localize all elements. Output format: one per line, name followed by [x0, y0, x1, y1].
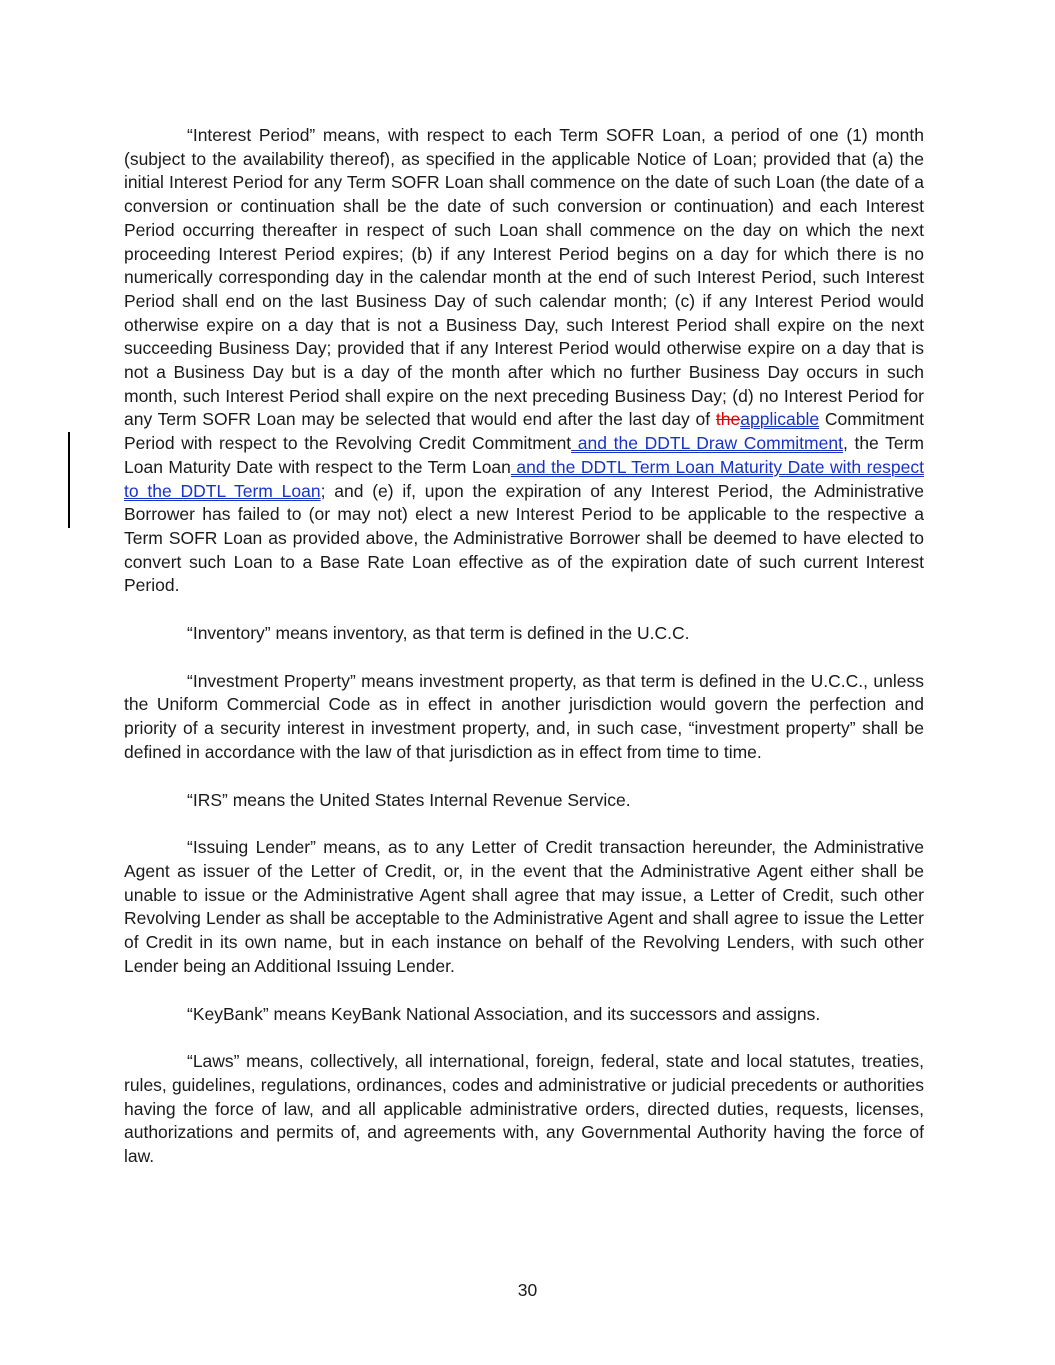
- definition-interest-period: [124, 124, 924, 598]
- revision-change-bar: [68, 432, 70, 528]
- definition-investment-property: “Investment Property” means investment property, as that term is defined in the U.C.C., unless the Uniform Commercial Code as in effect in another jurisdiction would govern the perfection and priority of a security interest in investment property, and, in such case, “investment property” shall be defined in accordance with the law of that jurisdiction as in effect from time to time.: [124, 670, 924, 762]
- document-page: [124, 124, 924, 1193]
- definition-keybank: “KeyBank” means KeyBank National Association, and its successors and assigns.: [187, 1003, 821, 1024]
- definition-inventory: “Inventory” means inventory, as that term is defined in the U.C.C.: [187, 623, 690, 644]
- inserted-text-applicable: applicable: [740, 409, 820, 430]
- definition-issuing-lender: “Issuing Lender” means, as to any Letter of Credit transaction hereunder, the Administrative Agent as issuer of the Letter of Credit, or, in the event that the Administrative Agent either shall be unable to issue or the Administrative Agent shall agree that may issue, a Letter of Credit, such other Revolving Lender as shall be acceptable to the Administrative Agent and shall agree to issue the Letter of Credit in its own name, but in each instance on behalf of the Revolving Lenders, with such other Lender being an Additional Issuing Lender.: [124, 837, 924, 976]
- interest-period-text-1: “Interest Period” means, with respect to each Term SOFR Loan, a period of one (1) month (subject to the availability thereof), as specified in the applicable Notice of Loan; provided that (a) the initial Interest Period for any Term SOFR Loan shall commence on the date of such Loan (the date of a conversion or continuation shall be the date of such conversion or continuation) and each Interest Period occurring thereafter in respect of such Loan shall commence on the day on which the next proceeding Interest Period expires; (b) if any Interest Period begins on a day for which there is no numerically corresponding day in the calendar month at the end of such Interest Period, such Interest Period shall end on the last Business Day of such calendar month; (c) if any Interest Period would otherwise expire on a day that is not a Business Day, such Interest Period shall expire on the next succeeding Business Day; provided that if any Interest Period would otherwise expire on a day that is not a Business Day but is a day of the month after which no further Business Day occurs in such month, such Interest Period shall expire on the next preceding Business Day; (d) no Interest Period for any Term SOFR Loan may be selected that would end after the last day of: [124, 125, 924, 430]
- definition-irs: “IRS” means the United States Internal Revenue Service.: [187, 789, 631, 810]
- interest-period-text-4: ; and (e) if, upon the expiration of any Interest Period, the Administrative Borrower has failed to (or may not) elect a new Interest Period to be applicable to the respective a Term SOFR Loan as provided above, the Administrative Borrower shall be deemed to have elected to convert such Loan to a Base Rate Loan effective as of the expiration date of such current Interest Period.: [124, 480, 925, 596]
- definition-laws: “Laws” means, collectively, all international, foreign, federal, state and local statutes, treaties, rules, guidelines, regulations, ordinances, codes and administrative or judicial precedents or authorities having the force of law, and all applicable administrative orders, directed duties, requests, licenses, authorizations and permits of, and agreements with, any Governmental Authority having the force of law.: [124, 1051, 924, 1167]
- deleted-text: the: [715, 409, 741, 430]
- page-number: 30: [517, 1280, 538, 1300]
- interest-period-text-2: Commitment Period with respect to the Revolving Credit Commitment: [124, 409, 925, 454]
- interest-period-text-3: , the Term Loan Maturity Date with respect to the Term Loan: [124, 433, 924, 477]
- inserted-text-ddtl-draw: and the DDTL Draw Commitment: [571, 433, 843, 454]
- inserted-text-ddtl-maturity: and the DDTL Term Loan Maturity Date with respect to the DDTL Term Loan: [124, 456, 924, 501]
